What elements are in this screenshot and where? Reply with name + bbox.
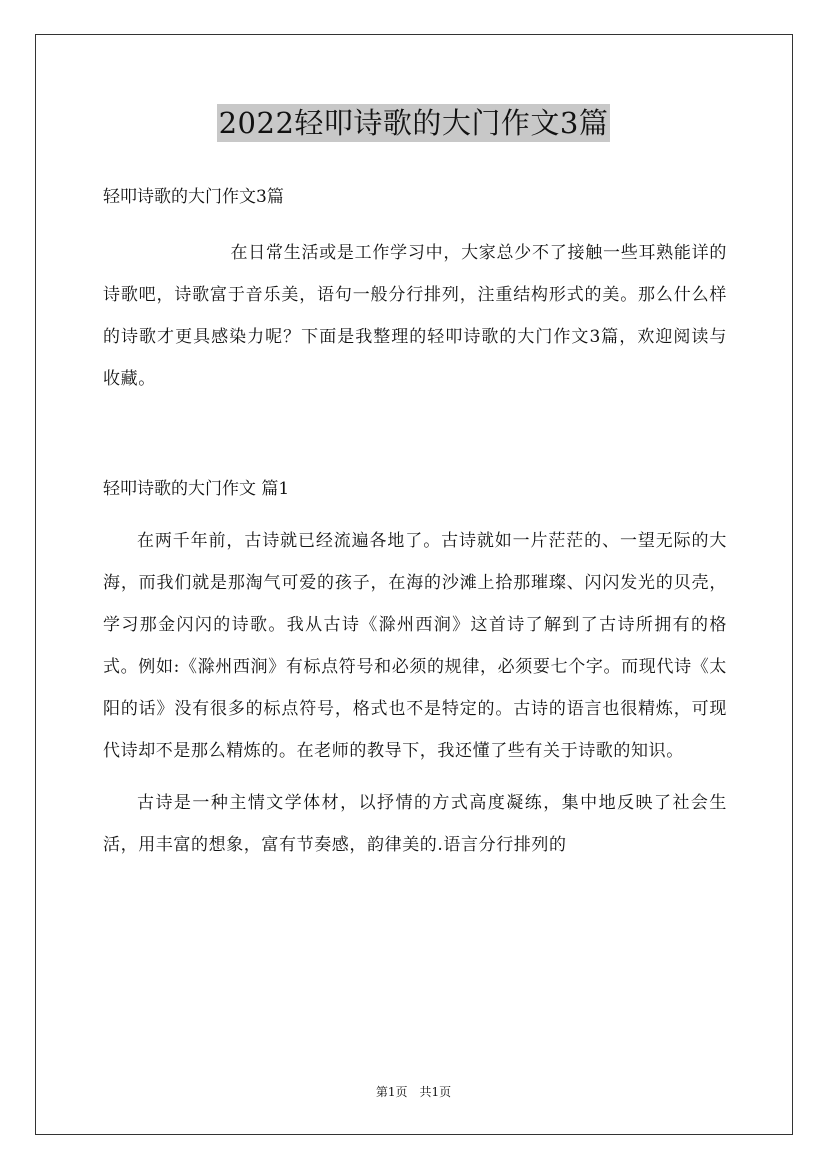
body-paragraph-1: 在两千年前，古诗就已经流遍各地了。古诗就如一片茫茫的、一望无际的大海，而我们就是那淘气可爱的孩子，在海的沙滩上拾那璀璨、闪闪发光的贝壳，学习那金闪闪的诗歌。我从古诗《滁州西涧》这首诗了解到了古诗所拥有的格式。例如:《滁州西涧》有标点符号和必须的规律，必须要七个字。而现代诗《太阳的话》没有很多的标点符号，格式也不是特定的。古诗的语言也很精炼，可现代诗却不是那么精炼的。在老师的教导下，我还懂了些有关于诗歌的知识。 [103, 531, 727, 761]
document-body [103, 176, 727, 866]
document-subtitle: 轻叩诗歌的大门作文3篇 [103, 187, 284, 207]
body-paragraph-2: 古诗是一种主情文学体材，以抒情的方式高度凝练，集中地反映了社会生活，用丰富的想象，富有节奏感，韵律美的.语言分行排列的 [103, 793, 727, 855]
title-container [0, 104, 827, 142]
page-footer: 第1页 共1页 [375, 1085, 452, 1099]
section-heading: 轻叩诗歌的大门作文 篇1 [103, 479, 290, 499]
intro-paragraph: 在日常生活或是工作学习中，大家总少不了接触一些耳熟能详的诗歌吧，诗歌富于音乐美，语句一般分行排列，注重结构形式的美。那么什么样的诗歌才更具感染力呢？下面是我整理的轻叩诗歌的大门作文3篇，欢迎阅读与收藏。 [103, 243, 727, 389]
document-title: 2022轻叩诗歌的大门作文3篇 [218, 106, 609, 140]
